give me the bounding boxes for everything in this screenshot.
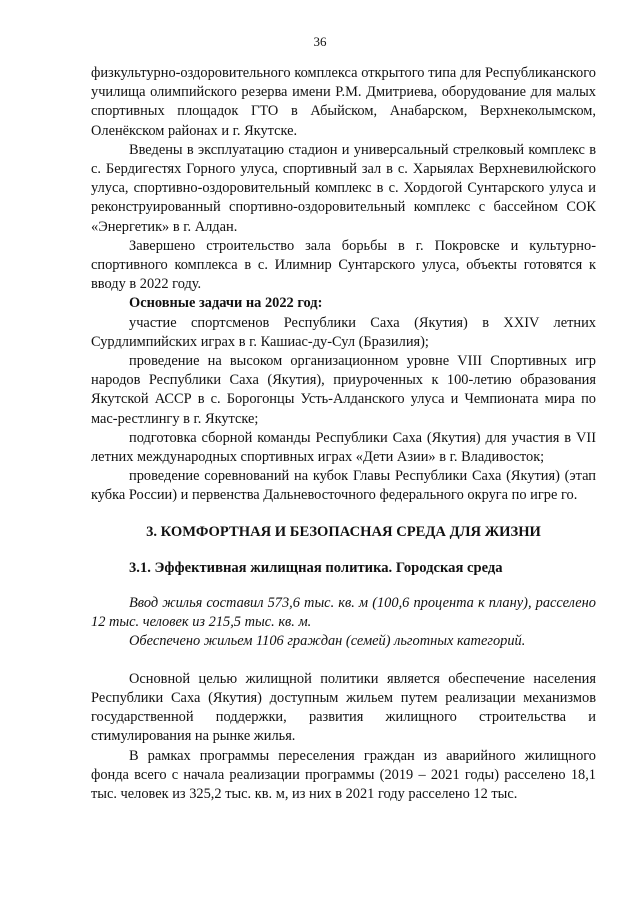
page-body — [91, 64, 596, 804]
task-item: участие спортсменов Республики Саха (Якутия) в XXIV летних Сурдлимпийских играх в г. Кашиас-ду-Сул (Бразилия); — [91, 314, 596, 350]
subsection-heading: 3.1. Эффективная жилищная политика. Городская среда — [129, 559, 503, 576]
highlight-preferential-housing: Обеспечено жильем 1106 граждан (семей) льготных категорий. — [129, 633, 526, 650]
section-heading: 3. КОМФОРТНАЯ И БЕЗОПАСНАЯ СРЕДА ДЛЯ ЖИЗНИ — [146, 523, 541, 540]
paragraph-resettlement-program: В рамках программы переселения граждан из аварийного жилищного фонда всего с начала реализации программы (2019 – 2021 годы) расселено 18,1 тыс. человек из 325,2 тыс. кв. м, из них в 2021 году расселено 12 тыс. — [91, 747, 596, 802]
task-item: проведение соревнований на кубок Главы Республики Саха (Якутия) (этап кубка России) и первенства Дальневосточного федерального округа по игре го. — [91, 468, 596, 504]
paragraph-commissioned-facilities: Введены в эксплуатацию стадион и универсальный стрелковый комплекс в с. Бердигестях Горного улуса, спортивный зал в с. Харыялах Верхневилюйского улуса, спортивно-оздоровительный комплекс в с. Хордогой Сунтарского улуса и реконструированный спортивно-оздоровительный комплекс с бассейном СОК «Энергетик» в г. Алдан. — [91, 141, 596, 235]
page-number: 36 — [313, 34, 327, 49]
task-item: подготовка сборной команды Республики Саха (Якутия) для участия в VII летних международных спортивных играх «Дети Азии» в г. Владивосток; — [91, 429, 596, 466]
task-item: проведение на высоком организационном уровне VIII Спортивных игр народов Республики Саха (Якутия), приуроченных к 100-летию образования Якутской АССР в с. Борогонцы Усть-Алданского улуса и Чемпионата мира по мас-рестлингу в г. Якутске; — [91, 353, 596, 427]
paragraph-housing-policy-goal: Основной целью жилищной политики является обеспечение населения Республики Саха (Якутия) доступным жильем путем реализации механизмов государственной поддержки, развития жилищного строительства и стимулирования на рынке жилья. — [91, 670, 596, 745]
highlight-housing-commissioning: Ввод жилья составил 573,6 тыс. кв. м (100,6 процента к плану), расселено 12 тыс. человек из 215,5 тыс. кв. м. — [91, 595, 596, 631]
tasks-heading: Основные задачи на 2022 год: — [129, 295, 323, 312]
paragraph-completed-construction: Завершено строительство зала борьбы в г. Покровске и культурно-спортивного комплекса в с. Илимнир Сунтарского улуса, объекты готовятся к вводу в 2022 году. — [91, 237, 596, 293]
paragraph-sports-facilities-equipment: физкультурно-оздоровительного комплекса открытого типа для Республиканского училища олимпийского резерва имени Р.М. Дмитриева, оборудование для малых спортивных площадок ГТО в Абыйском, Анабарском, Верхнеколымском, Оленёкском районах и г. Якутске. — [91, 65, 596, 139]
